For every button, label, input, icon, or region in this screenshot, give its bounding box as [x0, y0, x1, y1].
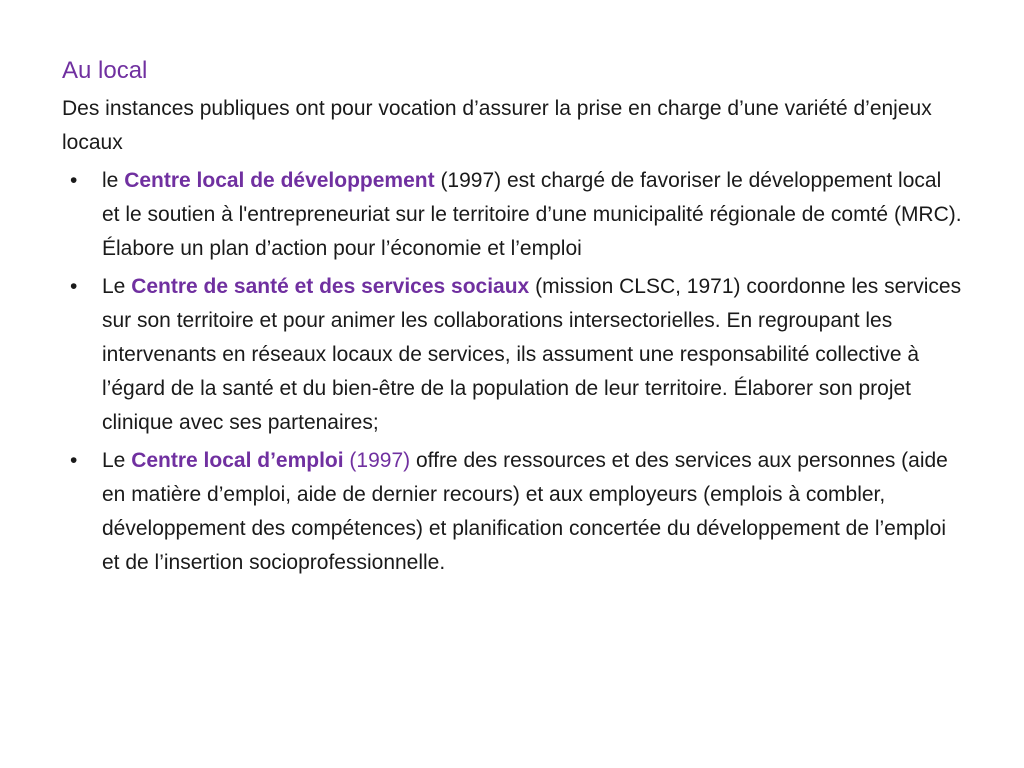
bullet-item-cle	[62, 444, 962, 580]
slide-title: Au local	[62, 57, 148, 84]
bullet-highlight: Centre local de développement	[124, 169, 435, 192]
bullet-list	[62, 164, 962, 580]
bullet-dot-icon: •	[70, 169, 78, 192]
bullet-text: (1997) est chargé de favoriser le développement local et le soutien à l'entrepreneuriat sur le territoire d’une municipalité régionale de comté (MRC). Élabore un plan d’action pour l’économie et l’emploi	[102, 169, 962, 260]
bullet-prefix: Le	[102, 275, 132, 298]
bullet-dot-icon: •	[70, 449, 78, 472]
bullet-highlight: Centre local d’emploi	[131, 449, 344, 472]
bullet-item-csss	[62, 270, 962, 440]
slide-content	[62, 54, 962, 584]
bullet-text: (mission CLSC, 1971) coordonne les services sur son territoire et pour animer les collaborations intersectorielles. En regroupant les intervenants en réseaux locaux de services, ils assument une responsabilité collective à l’égard de la santé et du bien-être de la population de leur territoire. Élaborer son projet clinique avec ses partenaires;	[102, 275, 962, 434]
intro-paragraph: Des instances publiques ont pour vocation d’assurer la prise en charge d’une variété d’enjeux locaux	[62, 97, 932, 154]
bullet-prefix: le	[102, 169, 125, 192]
bullet-highlight: Centre de santé et des services sociaux	[131, 275, 530, 298]
bullet-prefix: Le	[102, 449, 132, 472]
bullet-item-cld	[62, 164, 962, 266]
bullet-dot-icon: •	[70, 275, 78, 298]
bullet-year: (1997)	[343, 449, 411, 472]
bullet-text: offre des ressources et des services aux personnes (aide en matière d’emploi, aide de dernier recours) et aux employeurs (emplois à combler, développement des compétences) et planification concertée du développement de l’emploi et de l’insertion socioprofessionnelle.	[102, 449, 948, 574]
